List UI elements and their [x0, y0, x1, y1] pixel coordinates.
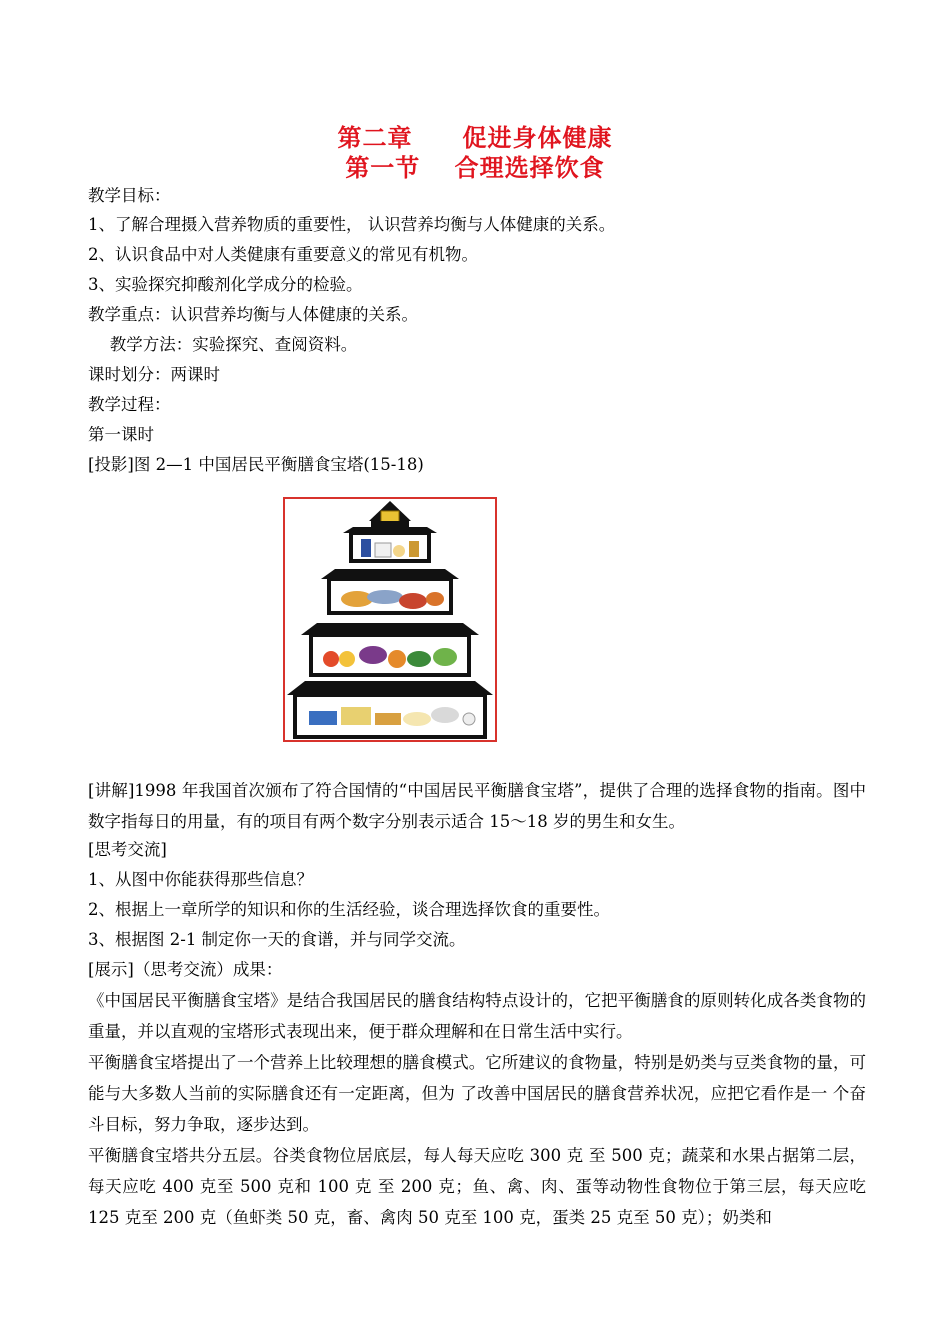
objective-2: 2、认识食品中对人类健康有重要意义的常见有机物。 [88, 245, 478, 264]
projection-caption: [投影]图 2—1 中国居民平衡膳食宝塔(15-18) [88, 455, 424, 474]
chapter-title: 第二章 促进身体健康 [337, 124, 613, 152]
process-heading: 教学过程： [88, 395, 171, 414]
discussion-heading: [思考交流] [88, 840, 167, 859]
pagoda-intro-paragraph: 《中国居民平衡膳食宝塔》是结合我国居民的膳食结构特点设计的，它把平衡膳食的原则转化成各类食物的重量，并以直观的宝塔形式表现出来，便于群众理解和在日常生活中实行。 [88, 991, 866, 1041]
objective-3: 3、实验探究抑酸剂化学成分的检验。 [88, 275, 363, 294]
food-pyramid-figure [283, 497, 497, 742]
key-point: 教学重点：认识营养均衡与人体健康的关系。 [88, 305, 418, 324]
lesson-division: 课时划分：两课时 [88, 365, 220, 384]
discussion-q3: 3、根据图 2-1 制定你一天的食谱，并与同学交流。 [88, 930, 466, 949]
discussion-q1: 1、从图中你能获得那些信息？ [88, 870, 313, 889]
first-lesson: 第一课时 [88, 425, 154, 444]
food-pyramid-illustration [285, 499, 495, 740]
results-heading: [展示]（思考交流）成果： [88, 960, 283, 979]
objective-1: 1、了解合理摄入营养物质的重要性， 认识营养均衡与人体健康的关系。 [88, 215, 616, 234]
discussion-q2: 2、根据上一章所学的知识和你的生活经验，谈合理选择饮食的重要性。 [88, 900, 610, 919]
teaching-method: 教学方法：实验探究、查阅资料。 [88, 335, 358, 354]
objectives-heading: 教学目标： [88, 186, 171, 205]
pagoda-model-paragraph: 平衡膳食宝塔提出了一个营养上比较理想的膳食模式。它所建议的食物量，特别是奶类与豆类食物的量，可能与大多数人当前的实际膳食还有一定距离，但为 了改善中国居民的膳食营养状况，应把它看作是一 个奋斗目标，努力争取，逐步达到。 [88, 1053, 866, 1134]
pagoda-layers-paragraph: 平衡膳食宝塔共分五层。谷类食物位居底层，每人每天应吃 300 克 至 500 克；蔬菜和水果占据第二层，每天应吃 400 克至 500 克和 100 克 至 200 克；鱼、禽、肉、蛋等动物性食物位于第三层，每天应吃 125 克至 200 克（鱼虾类 50 克，畜、禽肉 50 克至 100 克，蛋类 25 克至 50 克）；奶类和 [88, 1146, 866, 1227]
explanation-paragraph: [讲解]1998 年我国首次颁布了符合国情的“中国居民平衡膳食宝塔”，提供了合理的选择食物的指南。图中数字指每日的用量，有的项目有两个数字分别表示适合 15～18 岁的男生和女生。 [88, 781, 866, 831]
section-title: 第一节 合理选择饮食 [345, 154, 605, 182]
